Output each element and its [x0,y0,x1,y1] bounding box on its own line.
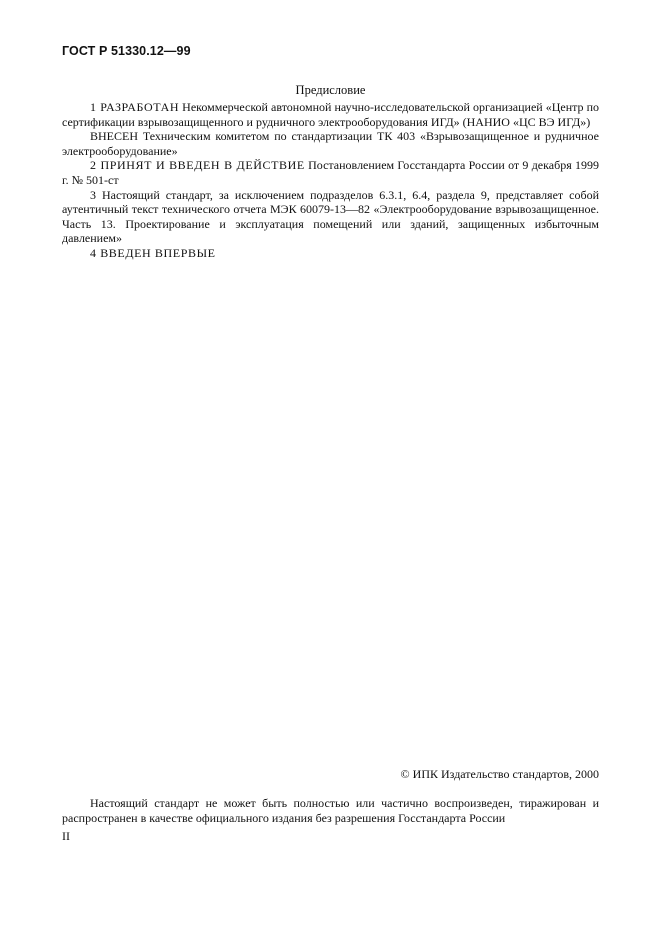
item-lead: 4 ВВЕДЕН ВПЕРВЫЕ [90,245,216,260]
preface-item-first-introduced [62,246,599,261]
item-text: Постановлением Госстандарта России от 9 декабря 1999 г. № 501-ст [62,158,600,187]
reproduction-notice [62,796,599,825]
preface-item-adopted [62,158,599,187]
page-number: II [62,829,70,843]
item-lead: 1 РАЗРАБОТАН [90,100,180,114]
item-text: Некоммерческой автономной научно-исследовательской организацией «Центр по сертификации взрывозащищенного и рудничного электрооборудования ИГД» (НАНИО «ЦС ВЭ ИГД») [62,100,600,129]
item-text: ВНЕСЕН Техническим комитетом по стандартизации ТК 403 «Взрывозащищенное и рудничное электрооборудование» [62,129,599,158]
item-lead: 2 ПРИНЯТ И ВВЕДЕН В ДЕЙСТВИЕ [90,158,305,173]
copyright-line: © ИПК Издательство стандартов, 2000 [400,767,599,781]
preface-item-introduced-by [62,129,599,158]
notice-text: Настоящий стандарт не может быть полностью или частично воспроизведен, тиражирован и распространен в качестве официального издания без разрешения Госстандарта России [62,796,599,825]
preface-item-developed [62,100,599,129]
preface-title: Предисловие [295,83,366,97]
preface-item-authentic-text [62,188,599,246]
document-code: ГОСТ Р 51330.12—99 [62,44,191,58]
item-text: 3 Настоящий стандарт, за исключением подразделов 6.3.1, 6.4, раздела 9, представляет собой аутентичный текст технического отчета МЭК 60079-13—82 «Электрооборудование взрывозащищенное. Часть 13. Проектирование и эксплуатация помещений или зданий, защищенных избыточным давлением» [62,187,599,246]
preface-body [62,100,599,261]
